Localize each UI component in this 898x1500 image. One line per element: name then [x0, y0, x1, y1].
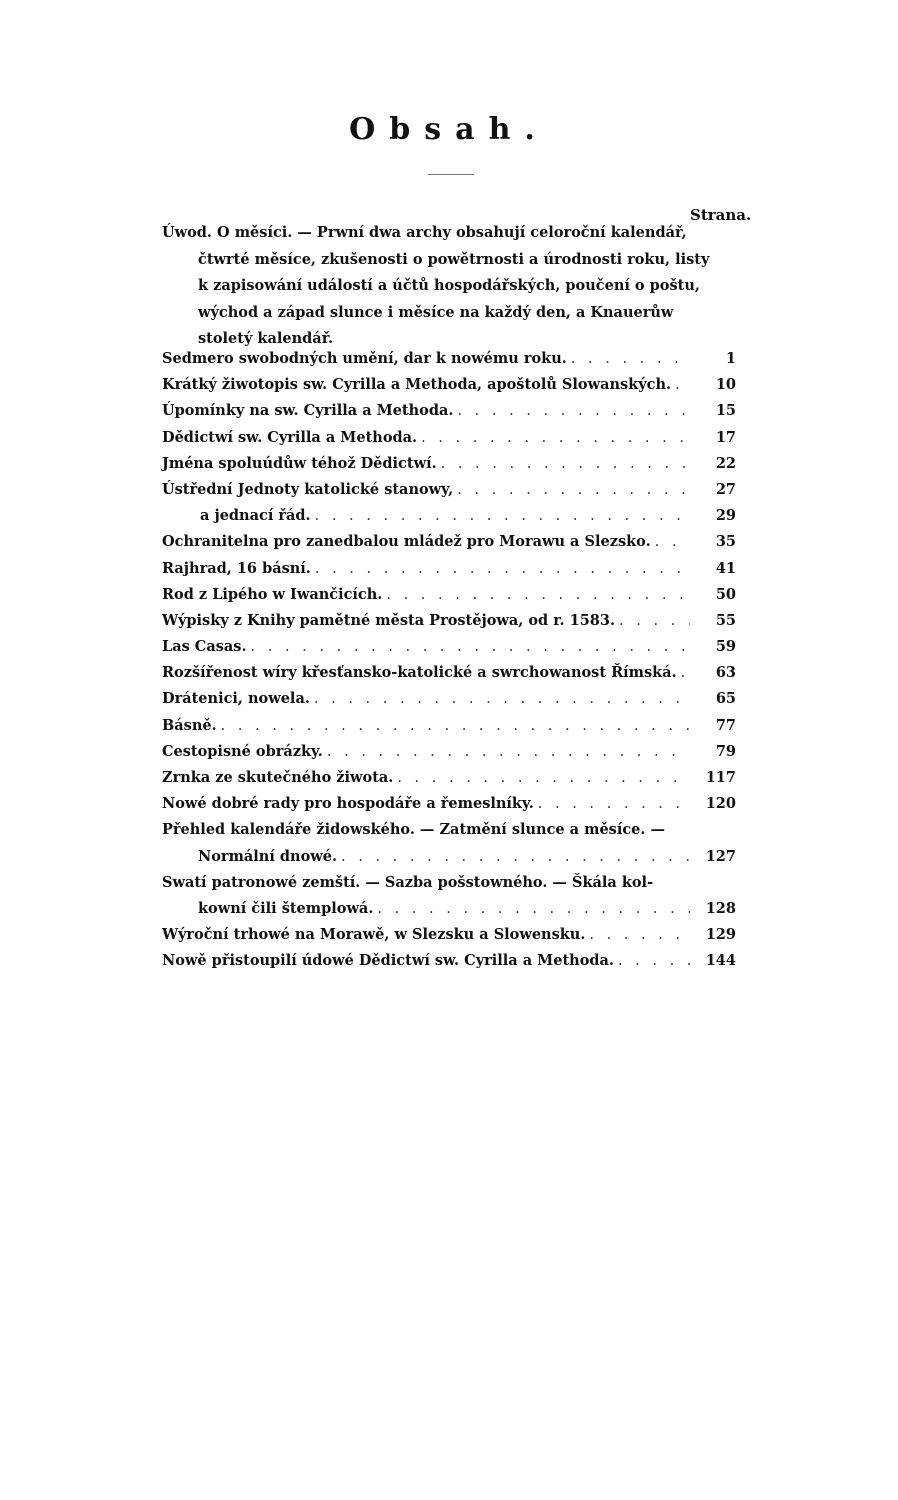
toc-entry-title: Cestopisné obrázky.: [162, 742, 323, 760]
toc-entry-line: [162, 743, 736, 769]
dot-leader: [655, 534, 690, 550]
toc-entry: [162, 507, 736, 533]
toc-entry: [162, 376, 736, 402]
toc-entry-title: Jména spoluúdůw téhož Dědictwí.: [162, 454, 437, 472]
toc-page-number: 1: [725, 350, 736, 367]
intro-line: k zapisowání událostí a účtů hospodářských, poučení o poštu,: [198, 277, 700, 294]
toc-entry-title: Básně.: [162, 716, 217, 734]
toc-entry: [162, 690, 736, 716]
toc-entry-title: Nowé dobré rady pro hospodáře a řemeslníky.: [162, 795, 534, 813]
toc-entry-line: [162, 586, 736, 612]
dot-leader: [457, 403, 690, 419]
toc-entry-title: Rozšířenost wíry křesťansko-katolické a swrchowanost Římská.: [162, 664, 677, 682]
toc-page-number: 27: [715, 480, 736, 498]
toc-page-number: 41: [715, 559, 736, 577]
intro-line: stoletý kalendář.: [198, 330, 334, 347]
toc-entry-line: [162, 481, 736, 507]
toc-page-number: 10: [715, 376, 736, 394]
toc-entry: [162, 874, 736, 926]
toc-page-number: 79: [715, 742, 736, 760]
toc-entry: [162, 638, 736, 664]
dot-leader: [341, 849, 690, 865]
intro-line: čtwrté měsíce, zkušenosti o powětrnosti a úrodnosti roku, listy: [198, 250, 710, 268]
toc-entry-line: [200, 507, 736, 533]
title-divider: [428, 174, 474, 175]
toc-entry-line: [162, 690, 736, 716]
dot-leader: [457, 482, 690, 498]
intro-line: wýchod a západ slunce i měsíce na každý den, a Knauerůw: [198, 303, 674, 321]
page-title: Obsah.: [349, 112, 549, 147]
dot-leader: [681, 665, 690, 681]
intro-paragraph: [162, 220, 710, 353]
dot-leader: [315, 561, 690, 577]
toc-entry-title: Swatí patronowé zemští. — Sazba pošstowného. — Škála kol-: [162, 873, 654, 891]
toc-page-number: 35: [715, 533, 736, 551]
dot-leader: [327, 744, 690, 760]
toc-entry-line: [162, 533, 736, 559]
toc-entry-line: [162, 350, 736, 376]
toc-page-number: 59: [715, 638, 736, 656]
toc-entry-line: [162, 952, 736, 978]
toc-entry-line: [162, 429, 736, 455]
toc-entry-title: Zrnka ze skutečného žiwota.: [162, 769, 394, 786]
toc-entry: [162, 821, 736, 873]
toc-entry-line: [162, 795, 736, 821]
toc-page-number: 17: [715, 428, 736, 446]
toc-page-number: 120: [705, 795, 736, 813]
toc-page-number: 63: [715, 664, 736, 682]
toc-entry-title: Úpomínky na sw. Cyrilla a Methoda.: [162, 402, 454, 420]
toc-entry: [162, 795, 736, 821]
dot-leader: [538, 796, 690, 812]
toc-entry: [162, 586, 736, 612]
dot-leader: [314, 691, 690, 707]
toc-entry: [162, 560, 736, 586]
toc-entry: [162, 612, 736, 638]
dot-leader: [441, 456, 690, 472]
toc-entry-title: Sedmero swobodných umění, dar k nowému roku.: [162, 350, 567, 367]
dot-leader: [618, 953, 690, 969]
dot-leader: [397, 770, 690, 786]
dot-leader: [571, 351, 690, 367]
toc-page-number: 144: [705, 952, 736, 970]
toc-entry: [162, 429, 736, 455]
toc-page-number: 29: [715, 507, 736, 525]
dot-leader: [675, 377, 690, 393]
toc-entry-line: [162, 455, 736, 481]
toc-page-number: 50: [715, 585, 736, 603]
dot-leader: [589, 927, 690, 943]
toc-entry-title: Wýroční trhowé na Morawě, w Slezsku a Slowensku.: [162, 926, 586, 944]
toc-entry: [162, 350, 736, 376]
toc-page-number: 128: [705, 899, 736, 917]
toc-entry-line: [162, 900, 736, 926]
toc-page-number: 15: [715, 402, 736, 420]
toc-page-number: 129: [705, 926, 736, 944]
toc-entry: [162, 533, 736, 559]
toc-entry-title: Wýpisky z Knihy pamětné města Prostějowa, od r. 1583.: [162, 611, 616, 629]
toc-entry-title: Ústřední Jednoty katolické stanowy,: [162, 480, 454, 498]
toc-entry: [162, 402, 736, 428]
toc-entry-title: Ochranitelna pro zanedbalou mládež pro Morawu a Slezsko.: [162, 533, 651, 551]
dot-leader: [315, 508, 690, 524]
toc-entry-line: [162, 874, 736, 900]
toc-entry-title: Krátký žiwotopis sw. Cyrilla a Methoda, apoštolů Slowanských.: [162, 376, 672, 394]
toc-entry-line: [162, 926, 736, 952]
toc-page-number: 65: [715, 690, 736, 708]
toc-page-number: 22: [715, 454, 736, 472]
toc-entry: [162, 481, 736, 507]
toc-entry-title: Nowě přistoupilí údowé Dědictwí sw. Cyrilla a Methoda.: [162, 952, 614, 970]
toc-entry-line: [162, 638, 736, 664]
toc-page-number: 127: [705, 847, 736, 865]
toc-entry: [162, 952, 736, 978]
toc-entry-line: [162, 560, 736, 586]
page-column-label: Strana.: [690, 206, 752, 224]
toc-page-number: 55: [715, 611, 736, 629]
toc-entry-title: Dědictwí sw. Cyrilla a Methoda.: [162, 428, 418, 446]
toc-page-number: 117: [705, 769, 736, 786]
toc-entry: [162, 743, 736, 769]
toc-entry: [162, 769, 736, 795]
dot-leader: [386, 587, 690, 603]
toc-entry-title: Přehled kalendáře židowského. — Zatmění slunce a měsíce. —: [162, 821, 666, 839]
dot-leader: [421, 430, 690, 446]
dot-leader: [377, 901, 690, 917]
toc-entry-title: Las Casas.: [162, 638, 247, 656]
toc-entry-line: [162, 376, 736, 402]
toc-entry: [162, 664, 736, 690]
toc-page-number: 77: [715, 716, 736, 734]
toc-entry-title: Normální dnowé.: [198, 847, 338, 865]
dot-leader: [251, 639, 690, 655]
toc-entry-title: a jednací řád.: [200, 507, 311, 525]
dot-leader: [221, 718, 690, 734]
toc-entry-line: [162, 717, 736, 743]
toc-entry-line: [162, 848, 736, 874]
toc-entry-line: [162, 664, 736, 690]
table-of-contents: [162, 350, 736, 979]
toc-entry-title: Rod z Lipého w Iwančicích.: [162, 585, 383, 603]
toc-entry: [162, 926, 736, 952]
toc-entry-line: [162, 769, 736, 795]
toc-entry-title: kowní čili štemplowá.: [198, 899, 374, 917]
toc-entry: [162, 717, 736, 743]
toc-entry: [162, 455, 736, 481]
toc-entry-line: [162, 612, 736, 638]
intro-line: Úwod. O měsíci. — Prwní dwa archy obsahují celoroční kalendář,: [162, 224, 687, 241]
toc-entry-line: [162, 821, 736, 847]
toc-entry-line: [162, 402, 736, 428]
dot-leader: [619, 613, 690, 629]
toc-entry-title: Rajhrad, 16 básní.: [162, 559, 311, 577]
toc-entry-title: Drátenici, nowela.: [162, 690, 310, 708]
